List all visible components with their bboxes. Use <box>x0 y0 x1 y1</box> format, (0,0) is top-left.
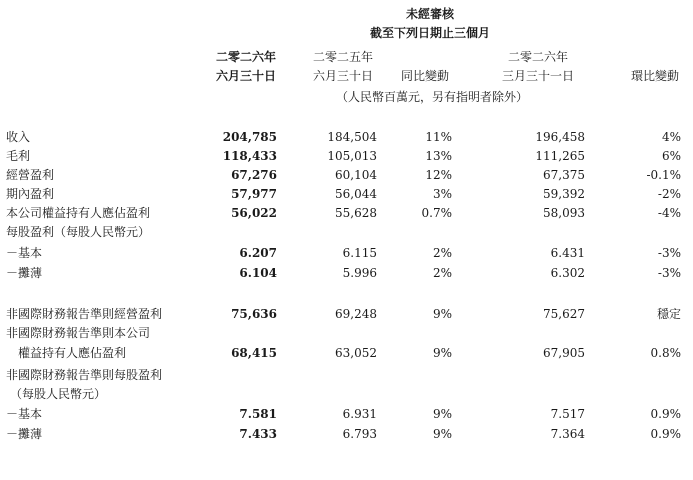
value-yoy: 11% <box>425 130 452 144</box>
value-qoq: 0.9% <box>650 427 681 441</box>
value-qoq: -4% <box>657 206 681 220</box>
table-row <box>0 387 693 401</box>
table-row <box>0 326 693 340</box>
col4-header-year: 二零二六年 <box>507 50 569 64</box>
row-label: 收入 <box>6 130 31 144</box>
table-row <box>0 168 693 182</box>
value-yoy: 9% <box>432 407 452 421</box>
value-yoy: 13% <box>425 149 452 163</box>
row-label: 毛利 <box>6 149 31 163</box>
value-2025-jun: 6.115 <box>342 246 377 260</box>
value-2026-mar: 67,905 <box>543 346 585 360</box>
row-label: 每股盈利（每股人民幣元） <box>6 225 151 239</box>
value-yoy: 0.7% <box>421 206 452 220</box>
table-row <box>0 206 693 220</box>
value-2025-jun: 63,052 <box>335 346 377 360</box>
value-2026-mar: 111,265 <box>535 149 585 163</box>
col2-header-year: 二零二五年 <box>312 50 374 64</box>
value-yoy: 9% <box>432 307 452 321</box>
table-row <box>0 307 693 321</box>
table-row <box>0 149 693 163</box>
value-2026-jun: 6.207 <box>239 246 277 260</box>
value-2025-jun: 105,013 <box>327 149 377 163</box>
value-qoq: -3% <box>657 246 681 260</box>
value-2025-jun: 56,044 <box>335 187 377 201</box>
value-2026-mar: 6.302 <box>550 266 585 280</box>
row-label: 非國際財務報告準則本公司 <box>6 326 151 340</box>
value-qoq: -2% <box>657 187 681 201</box>
row-label: 非國際財務報告準則每股盈利 <box>6 368 163 382</box>
value-qoq: -3% <box>657 266 681 280</box>
value-qoq: -0.1% <box>646 168 681 182</box>
value-yoy: 12% <box>425 168 452 182</box>
row-label: 本公司權益持有人應佔盈利 <box>6 206 151 220</box>
value-2025-jun: 60,104 <box>335 168 377 182</box>
value-2026-mar: 58,093 <box>543 206 585 220</box>
value-yoy: 2% <box>432 246 452 260</box>
col2-header-date: 六月三十日 <box>312 69 374 83</box>
value-yoy: 9% <box>432 427 452 441</box>
table-row <box>0 427 693 441</box>
table-row <box>0 266 693 280</box>
row-label: 權益持有人應佔盈利 <box>18 346 127 360</box>
row-label: －攤薄 <box>6 427 43 441</box>
unit-note: （人民幣百萬元，另有指明者除外） <box>335 90 529 104</box>
value-2025-jun: 6.931 <box>342 407 377 421</box>
value-2025-jun: 69,248 <box>335 307 377 321</box>
value-2026-jun: 67,276 <box>231 168 277 182</box>
value-2025-jun: 6.793 <box>342 427 377 441</box>
header-title-period: 截至下列日期止三個月 <box>369 26 491 40</box>
row-label: －基本 <box>6 246 43 260</box>
col4-header-date: 三月三十一日 <box>501 69 575 83</box>
value-2026-jun: 57,977 <box>231 187 277 201</box>
col3-header-yoy: 同比變動 <box>400 69 450 83</box>
value-yoy: 3% <box>432 187 452 201</box>
table-row <box>0 225 693 239</box>
table-row <box>0 346 693 360</box>
header-title-unaudited: 未經審核 <box>405 7 455 21</box>
value-2026-mar: 59,392 <box>543 187 585 201</box>
row-label: －攤薄 <box>6 266 43 280</box>
value-2026-jun: 7.433 <box>239 427 277 441</box>
value-2026-jun: 118,433 <box>222 149 277 163</box>
value-2026-jun: 56,022 <box>231 206 277 220</box>
row-label: －基本 <box>6 407 43 421</box>
value-qoq: 4% <box>661 130 681 144</box>
value-2026-mar: 196,458 <box>535 130 585 144</box>
row-label: （每股人民幣元） <box>10 387 107 401</box>
value-2026-jun: 7.581 <box>239 407 277 421</box>
value-qoq: 0.9% <box>650 407 681 421</box>
row-label: 經營盈利 <box>6 168 55 182</box>
value-2025-jun: 5.996 <box>342 266 377 280</box>
value-yoy: 2% <box>432 266 452 280</box>
table-row <box>0 187 693 201</box>
table-row <box>0 130 693 144</box>
value-2026-jun: 68,415 <box>231 346 277 360</box>
value-yoy: 9% <box>432 346 452 360</box>
value-2026-jun: 6.104 <box>239 266 277 280</box>
value-2026-jun: 75,636 <box>231 307 277 321</box>
value-2026-mar: 75,627 <box>543 307 585 321</box>
table-row <box>0 407 693 421</box>
row-label: 期內盈利 <box>6 187 55 201</box>
value-qoq: 6% <box>661 149 681 163</box>
value-2025-jun: 184,504 <box>327 130 377 144</box>
value-2026-jun: 204,785 <box>222 130 277 144</box>
value-qoq: 0.8% <box>650 346 681 360</box>
value-qoq: 穩定 <box>656 307 681 321</box>
row-label: 非國際財務報告準則經營盈利 <box>6 307 163 321</box>
col1-header-year: 二零二六年 <box>215 50 277 64</box>
value-2026-mar: 7.364 <box>550 427 585 441</box>
col5-header-qoq: 環比變動 <box>630 69 680 83</box>
col1-header-date: 六月三十日 <box>215 69 277 83</box>
value-2026-mar: 6.431 <box>550 246 585 260</box>
value-2025-jun: 55,628 <box>335 206 377 220</box>
value-2026-mar: 67,375 <box>543 168 585 182</box>
value-2026-mar: 7.517 <box>550 407 585 421</box>
table-row <box>0 246 693 260</box>
table-row <box>0 368 693 382</box>
